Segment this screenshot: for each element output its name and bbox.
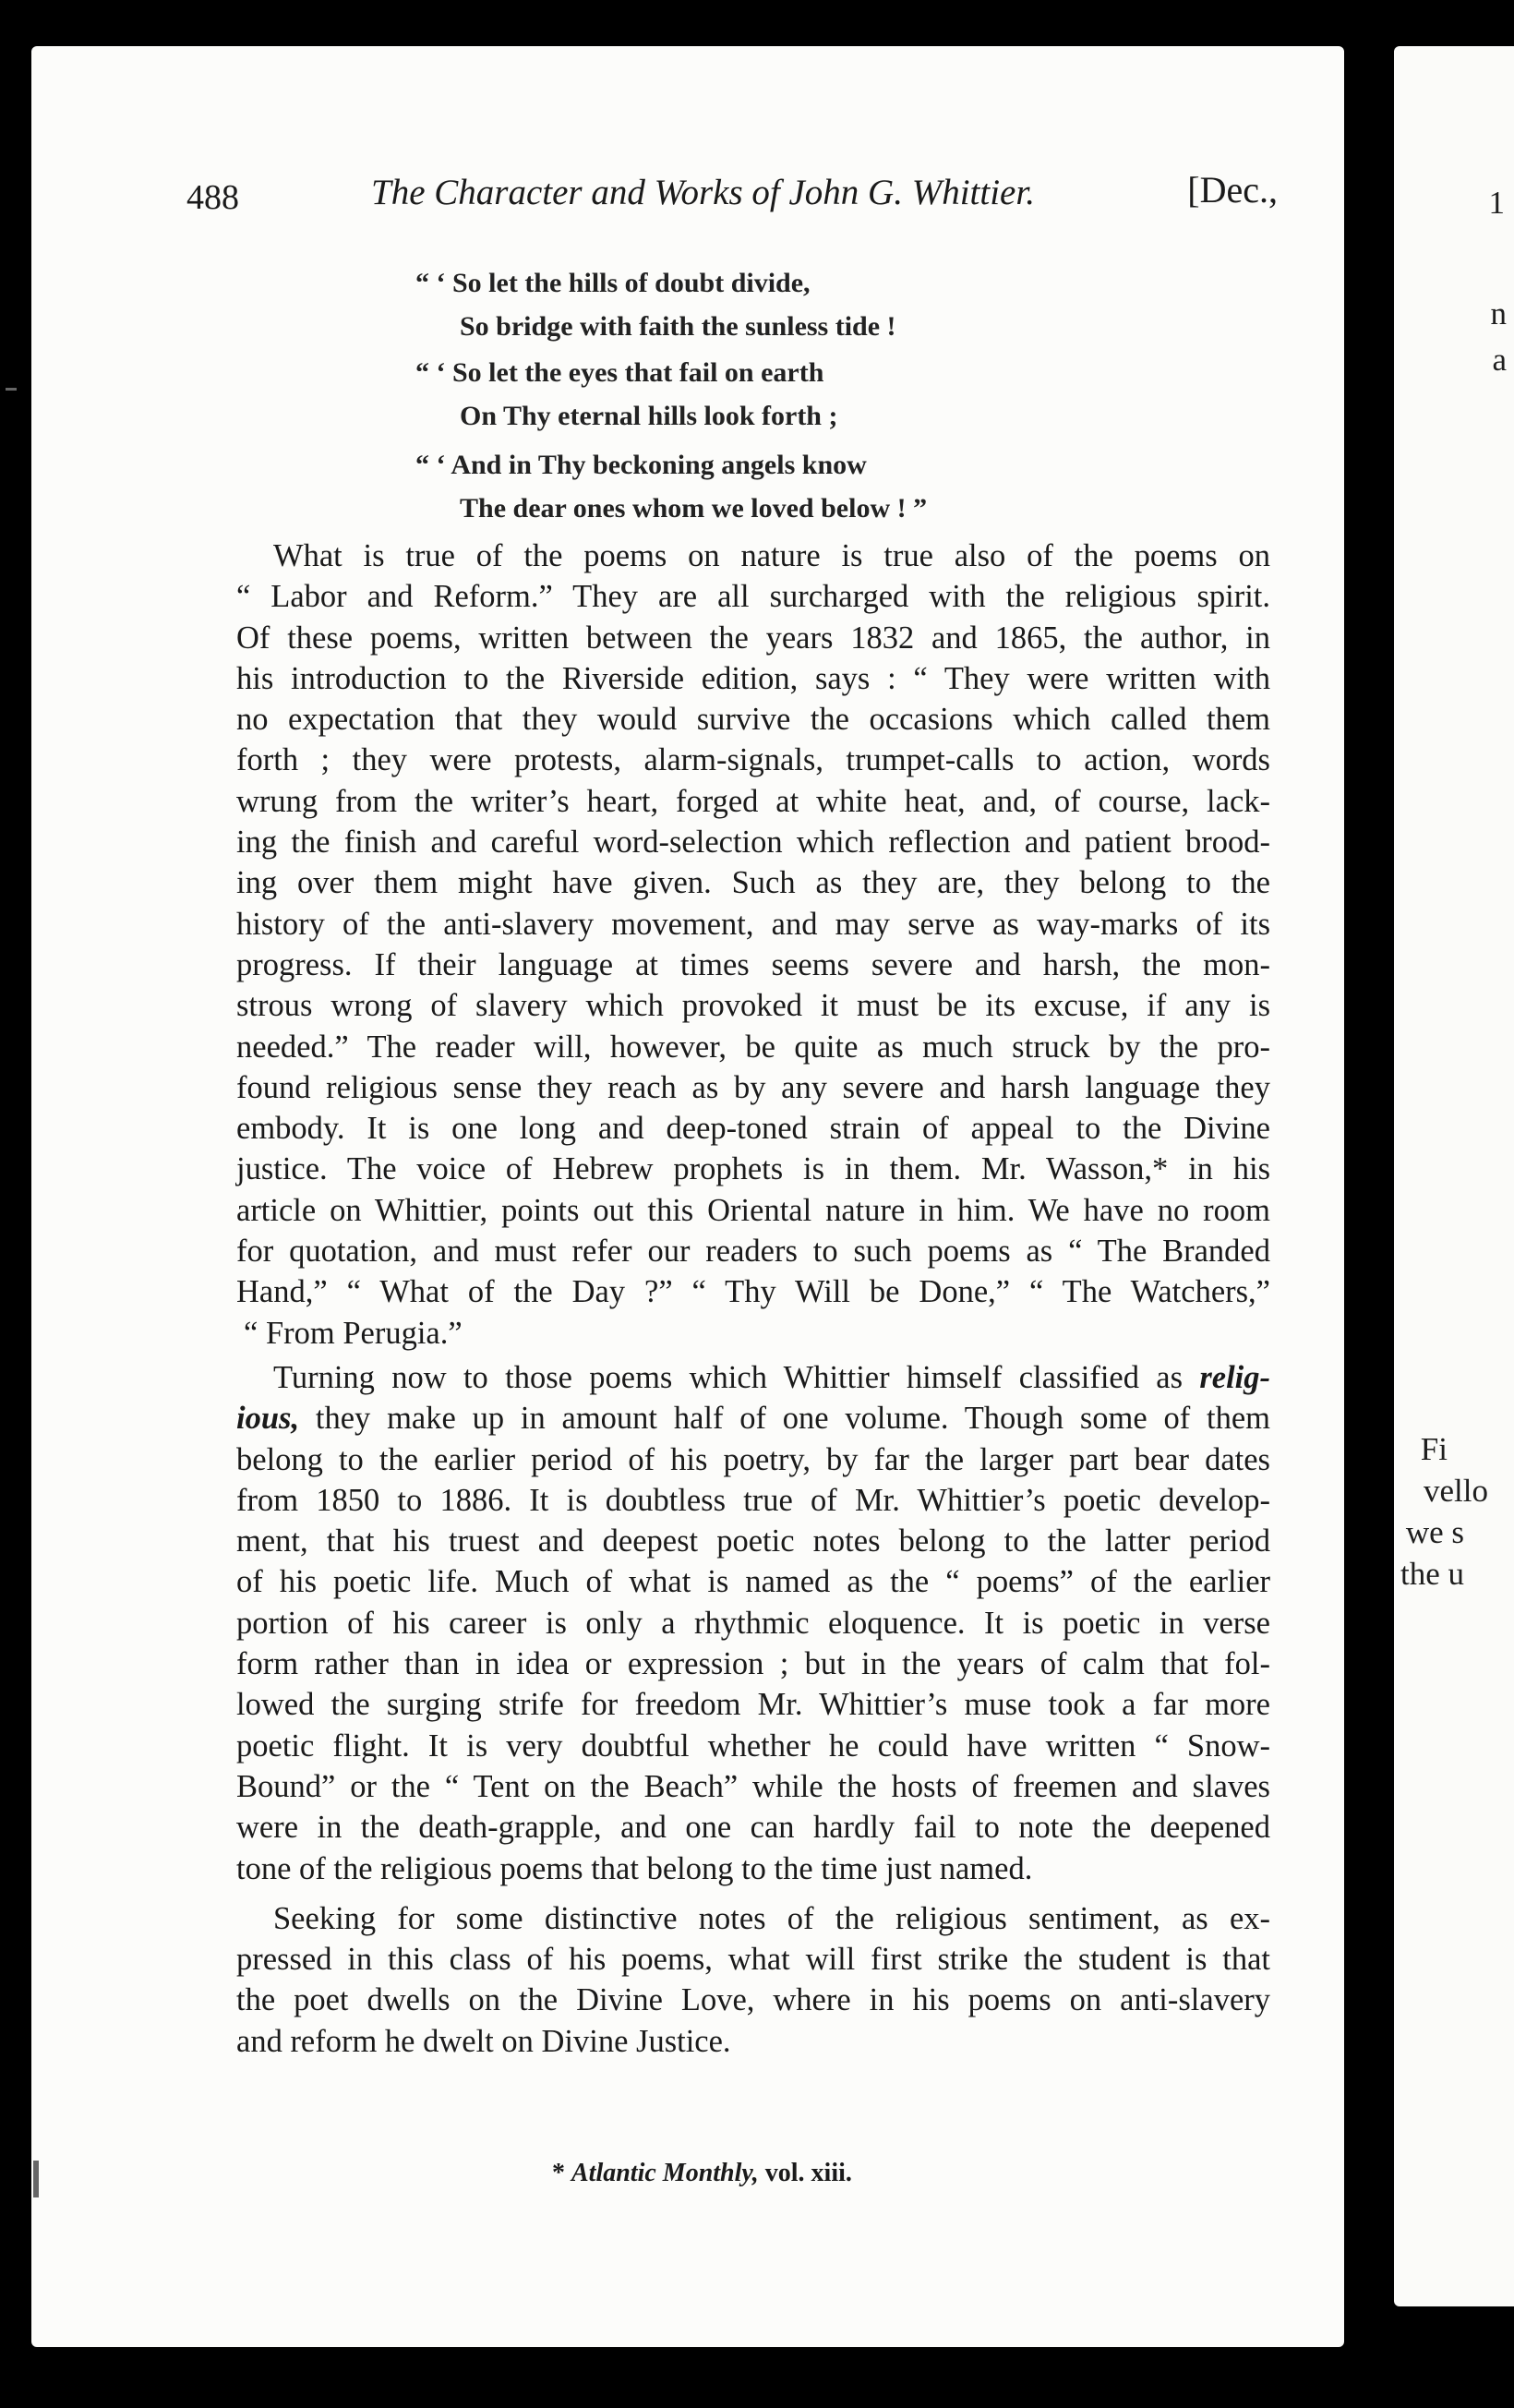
text-line: for quotation, and must refer our readers to such poems as “ The Branded <box>236 1234 1270 1270</box>
text-line: needed.” The reader will, however, be quite as much struck by the pro- <box>236 1029 1270 1065</box>
paragraph <box>199 1898 1270 2062</box>
paragraph <box>199 536 1270 1354</box>
text-line: tone of the religious poems that belong to the time just named. <box>236 1850 1033 1886</box>
verse-line: “ ‘ And in Thy beckoning angels know <box>415 450 867 480</box>
text-line: the poet dwells on the Divine Love, where in his poems on anti-slavery <box>236 1982 1270 2018</box>
text-line: ment, that his truest and deepest poetic notes belong to the latter period <box>236 1523 1270 1559</box>
text-line: Turning now to those poems which Whittier himself classified as relig- <box>273 1359 1270 1395</box>
text-line: forth ; they were protests, alarm-signals, trumpet-calls to action, words <box>236 742 1270 778</box>
verse-line: “ ‘ So let the hills of doubt divide, <box>415 268 811 298</box>
text-line: justice. The voice of Hebrew prophets is in them. Mr. Wasson,* in his <box>236 1151 1270 1187</box>
text-line: Seeking for some distinctive notes of the religious sentiment, as ex- <box>273 1900 1270 1936</box>
next-page-fragment: 1 <box>1488 185 1505 221</box>
body-text <box>199 536 1270 2062</box>
paragraph <box>199 1357 1270 1889</box>
next-page-fragment: a <box>1492 342 1507 378</box>
verse-stanza <box>415 351 1117 438</box>
next-page-fragment: we s <box>1405 1514 1464 1550</box>
footnote <box>552 2159 852 2188</box>
next-page-fragment: n <box>1490 295 1507 331</box>
footnote-source: Atlantic Monthly, <box>571 2159 759 2187</box>
verse-line: On Thy eternal hills look forth ; <box>460 401 838 431</box>
text-line: history of the anti-slavery movement, and may serve as way-marks of its <box>236 906 1270 942</box>
text-line: of his poetic life. Much of what is named as the “ poems” of the earlier <box>236 1564 1270 1600</box>
scan-mark <box>33 2161 39 2197</box>
verse-stanza <box>415 261 1117 348</box>
text-line: ing over them might have given. Such as they are, they belong to the <box>236 865 1270 901</box>
text-line: were in the death-grapple, and one can hardly fail to note the deepened <box>236 1810 1270 1846</box>
text-line: ing the finish and careful word-selection which reflection and patient brood- <box>236 825 1270 861</box>
text-line: What is true of the poems on nature is true also of the poems on <box>273 538 1270 573</box>
adjacent-page-edge <box>1394 46 1514 2306</box>
text-line: “ From Perugia.” <box>244 1315 463 1351</box>
text-line: strous wrong of slavery which provoked it must be its excuse, if any is <box>236 988 1270 1024</box>
scan-mark <box>6 388 17 391</box>
running-header <box>161 166 1278 222</box>
verse-line: The dear ones whom we loved below ! ” <box>460 493 928 524</box>
text-line: belong to the earlier period of his poetry, by far the larger part bear dates <box>236 1441 1270 1477</box>
text-line: portion of his career is only a rhythmic eloquence. It is poetic in verse <box>236 1605 1270 1641</box>
text-line: “ Labor and Reform.” They are all surcharged with the religious spirit. <box>236 579 1270 615</box>
text-line: from 1850 to 1886. It is doubtless true of Mr. Whittier’s poetic develop- <box>236 1482 1270 1518</box>
footnote-volume: vol. xiii. <box>758 2159 852 2187</box>
text-line: no expectation that they would survive the occasions which called them <box>236 702 1270 738</box>
text-line: wrung from the writer’s heart, forged at white heat, and, of course, lack- <box>236 783 1270 819</box>
text-line: embody. It is one long and deep-toned strain of appeal to the Divine <box>236 1111 1270 1147</box>
section-label: [Dec., <box>1187 169 1278 211</box>
text-line: lowed the surging strife for freedom Mr. Whittier’s muse took a far more <box>236 1687 1270 1723</box>
page-number: 488 <box>186 178 239 217</box>
text-line: poetic flight. It is very doubtful whether he could have written “ Snow- <box>236 1728 1270 1764</box>
text-line: and reform he dwelt on Divine Justice. <box>236 2023 731 2059</box>
text-line: form rather than in idea or expression ; but in the years of calm that fol- <box>236 1646 1270 1682</box>
text-line: progress. If their language at times seems severe and harsh, the mon- <box>236 946 1270 982</box>
verse-line: “ ‘ So let the eyes that fail on earth <box>415 357 824 388</box>
footnote-marker: * <box>552 2159 571 2187</box>
running-title: The Character and Works of John G. Whittier. <box>371 173 1035 212</box>
next-page-fragment: Fi <box>1420 1431 1448 1467</box>
verse-line: So bridge with faith the sunless tide ! <box>460 311 896 342</box>
text-line: pressed in this class of his poems, what will first strike the student is that <box>236 1942 1270 1978</box>
text-line: found religious sense they reach as by any severe and harsh language they <box>236 1069 1270 1105</box>
text-line: article on Whittier, points out this Oriental nature in him. We have no room <box>236 1192 1270 1228</box>
text-line: ious, they make up in amount half of one volume. Though some of them <box>236 1401 1270 1437</box>
text-line: Hand,” “ What of the Day ?” “ Thy Will be Done,” “ The Watchers,” <box>236 1274 1270 1310</box>
text-line: Bound” or the “ Tent on the Beach” while the hosts of freemen and slaves <box>236 1768 1270 1804</box>
next-page-fragment: vello <box>1424 1473 1488 1509</box>
text-line: his introduction to the Riverside edition, says : “ They were written with <box>236 660 1270 696</box>
next-page-fragment: the u <box>1400 1556 1464 1592</box>
text-line: Of these poems, written between the years 1832 and 1865, the author, in <box>236 620 1270 656</box>
verse-stanza <box>415 443 1117 530</box>
